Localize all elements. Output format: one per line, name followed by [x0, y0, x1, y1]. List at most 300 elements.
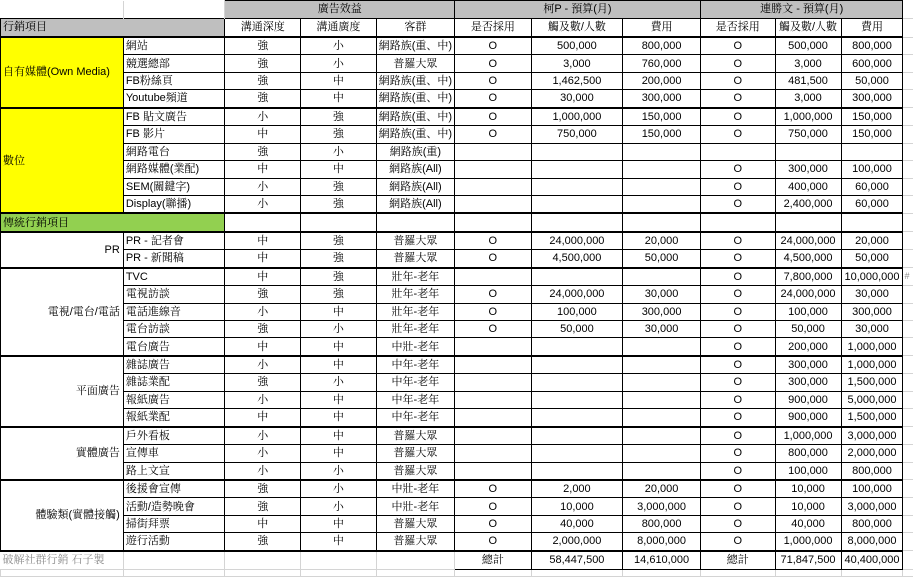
section-label[interactable]: 傳統行銷項目: [1, 213, 225, 231]
lien-cost-cell[interactable]: 800,000: [841, 37, 903, 55]
lien-reach-cell[interactable]: 500,000: [775, 37, 841, 55]
depth-cell[interactable]: 強: [225, 374, 301, 391]
lien-reach-cell[interactable]: 300,000: [775, 161, 841, 178]
ko-reach-cell[interactable]: 3,000: [531, 55, 623, 72]
lien-cost-cell[interactable]: 1,000,000: [841, 338, 903, 356]
lien-cost-cell[interactable]: 300,000: [841, 90, 903, 108]
ko-cost-cell[interactable]: [623, 374, 701, 391]
lien-reach-cell[interactable]: 3,000: [775, 90, 841, 108]
ko-cost-cell[interactable]: 760,000: [623, 55, 701, 72]
audience-cell[interactable]: 中年-老年: [376, 356, 454, 374]
depth-cell[interactable]: 中: [225, 409, 301, 427]
lien-reach-cell[interactable]: 10,000: [775, 480, 841, 498]
lien-adopt-cell[interactable]: O: [700, 515, 775, 532]
audience-cell[interactable]: 網路族(重、中): [376, 37, 454, 55]
item-cell[interactable]: 雜誌廣告: [123, 356, 225, 374]
ko-adopt-cell[interactable]: O: [455, 286, 532, 303]
ko-reach-cell[interactable]: [531, 462, 623, 480]
breadth-cell[interactable]: 中: [301, 72, 377, 89]
audience-cell[interactable]: 普羅大眾: [376, 232, 454, 250]
item-cell[interactable]: 電台廣告: [123, 338, 225, 356]
depth-cell[interactable]: 強: [225, 498, 301, 515]
ko-cost-cell[interactable]: 800,000: [623, 515, 701, 532]
lien-cost-cell[interactable]: 8,000,000: [841, 533, 903, 551]
empty-cell[interactable]: [376, 213, 454, 231]
ko-cost-cell[interactable]: [623, 143, 701, 160]
lien-cost-cell[interactable]: 600,000: [841, 55, 903, 72]
lien-reach-cell[interactable]: 1,000,000: [775, 533, 841, 551]
ko-cost-cell[interactable]: 3,000,000: [623, 498, 701, 515]
ko-cost-cell[interactable]: 200,000: [623, 72, 701, 89]
lien-total-cost[interactable]: 40,400,000: [841, 551, 903, 570]
ko-cost-cell[interactable]: [623, 178, 701, 195]
lien-cost-cell[interactable]: 800,000: [841, 515, 903, 532]
ko-cost-cell[interactable]: 20,000: [623, 480, 701, 498]
item-cell[interactable]: 網站: [123, 37, 225, 55]
empty-cell[interactable]: [225, 551, 301, 570]
item-cell[interactable]: 路上文宣: [123, 462, 225, 480]
depth-cell[interactable]: 小: [225, 178, 301, 195]
ko-adopt-cell[interactable]: [455, 143, 532, 160]
ko-budget-header[interactable]: 柯P - 預算(月): [455, 1, 701, 19]
ko-reach-cell[interactable]: 50,000: [531, 321, 623, 338]
ko-adopt-cell[interactable]: [455, 338, 532, 356]
breadth-cell[interactable]: 小: [301, 462, 377, 480]
audience-cell[interactable]: 壯年-老年: [376, 286, 454, 303]
depth-cell[interactable]: 強: [225, 480, 301, 498]
audience-cell[interactable]: 中年-老年: [376, 374, 454, 391]
lien-adopt-cell[interactable]: O: [700, 161, 775, 178]
empty-cell[interactable]: [775, 213, 841, 231]
section-label[interactable]: 數位: [1, 108, 124, 214]
item-cell[interactable]: 後援會宣傳: [123, 480, 225, 498]
lien-reach-cell[interactable]: 400,000: [775, 178, 841, 195]
empty-cell[interactable]: [623, 213, 701, 231]
ko-cost-cell[interactable]: [623, 356, 701, 374]
depth-cell[interactable]: 強: [225, 533, 301, 551]
ko-total-cost[interactable]: 14,610,000: [623, 551, 701, 570]
ko-reach-cell[interactable]: [531, 143, 623, 160]
depth-cell[interactable]: 強: [225, 55, 301, 72]
breadth-cell[interactable]: 中: [301, 161, 377, 178]
depth-cell[interactable]: 小: [225, 427, 301, 445]
lien-cost-cell[interactable]: 3,000,000: [841, 498, 903, 515]
lien-adopt-cell[interactable]: O: [700, 391, 775, 408]
empty-cell[interactable]: [531, 569, 623, 576]
item-cell[interactable]: 報紙業配: [123, 409, 225, 427]
lien-budget-header[interactable]: 連勝文 - 預算(月): [700, 1, 903, 19]
ko-reach-cell[interactable]: [531, 427, 623, 445]
item-cell[interactable]: 戶外看板: [123, 427, 225, 445]
ko-adopt-cell[interactable]: O: [455, 498, 532, 515]
breadth-cell[interactable]: 中: [301, 90, 377, 108]
ko-reach-cell[interactable]: 30,000: [531, 90, 623, 108]
depth-cell[interactable]: 強: [225, 143, 301, 160]
empty-cell[interactable]: [123, 569, 225, 576]
ko-cost-cell[interactable]: 150,000: [623, 126, 701, 143]
lien-reach-cell[interactable]: 300,000: [775, 374, 841, 391]
ko-adopt-cell[interactable]: [455, 462, 532, 480]
ko-cost-cell[interactable]: 150,000: [623, 108, 701, 126]
audience-cell[interactable]: 網路族(All): [376, 195, 454, 213]
empty-cell[interactable]: [301, 213, 377, 231]
ko-reach-cell[interactable]: [531, 268, 623, 286]
lien-total-label[interactable]: 總計: [700, 551, 775, 570]
section-label[interactable]: 實體廣告: [1, 427, 124, 480]
ko-reach-cell[interactable]: [531, 161, 623, 178]
lien-reach-cell[interactable]: 24,000,000: [775, 286, 841, 303]
section-label[interactable]: 電視/電台/電話: [1, 268, 124, 356]
lien-reach-cell[interactable]: 900,000: [775, 391, 841, 408]
breadth-cell[interactable]: 中: [301, 391, 377, 408]
ko-reach-cell[interactable]: [531, 178, 623, 195]
empty-cell[interactable]: [775, 569, 841, 576]
ko-adopt-cell[interactable]: [455, 195, 532, 213]
ko-adopt-cell[interactable]: O: [455, 480, 532, 498]
lien-reach-cell[interactable]: 100,000: [775, 462, 841, 480]
audience-header[interactable]: 客群: [376, 19, 454, 38]
audience-cell[interactable]: 網路族(重): [376, 143, 454, 160]
lien-reach-cell[interactable]: 300,000: [775, 356, 841, 374]
empty-cell[interactable]: [841, 569, 903, 576]
audience-cell[interactable]: 中壯-老年: [376, 480, 454, 498]
item-cell[interactable]: 活動/造勢晚會: [123, 498, 225, 515]
lien-adopt-cell[interactable]: O: [700, 409, 775, 427]
ko-cost-cell[interactable]: [623, 445, 701, 462]
empty-cell[interactable]: [376, 569, 454, 576]
breadth-cell[interactable]: 小: [301, 374, 377, 391]
empty-cell[interactable]: [225, 213, 301, 231]
lien-adopt-cell[interactable]: O: [700, 108, 775, 126]
breadth-cell[interactable]: 強: [301, 250, 377, 268]
lien-cost-cell[interactable]: 5,000,000: [841, 391, 903, 408]
lien-reach-cell[interactable]: 100,000: [775, 303, 841, 320]
depth-cell[interactable]: 強: [225, 286, 301, 303]
breadth-cell[interactable]: 強: [301, 286, 377, 303]
audience-cell[interactable]: 壯年-老年: [376, 268, 454, 286]
lien-reach-cell[interactable]: 40,000: [775, 515, 841, 532]
lien-reach-cell[interactable]: 481,500: [775, 72, 841, 89]
audience-cell[interactable]: 中壯-老年: [376, 338, 454, 356]
lien-reach-cell[interactable]: 3,000: [775, 55, 841, 72]
lien-adopt-cell[interactable]: [700, 143, 775, 160]
breadth-cell[interactable]: 小: [301, 55, 377, 72]
lien-adopt-cell[interactable]: O: [700, 268, 775, 286]
ko-total-label[interactable]: 總計: [455, 551, 532, 570]
item-cell[interactable]: 電視訪談: [123, 286, 225, 303]
depth-header[interactable]: 溝通深度: [225, 19, 301, 38]
ko-cost-cell[interactable]: [623, 338, 701, 356]
lien-total-reach[interactable]: 71,847,500: [775, 551, 841, 570]
ko-adopt-header[interactable]: 是否採用: [455, 19, 532, 38]
breadth-cell[interactable]: 中: [301, 533, 377, 551]
empty-cell[interactable]: [455, 213, 532, 231]
breadth-cell[interactable]: 小: [301, 498, 377, 515]
item-cell[interactable]: 競選總部: [123, 55, 225, 72]
ad-benefit-header[interactable]: 廣告效益: [225, 1, 455, 19]
audience-cell[interactable]: 網路族(重、中): [376, 108, 454, 126]
section-label[interactable]: 平面廣告: [1, 356, 124, 427]
item-cell[interactable]: PR - 新聞稿: [123, 250, 225, 268]
breadth-cell[interactable]: 中: [301, 409, 377, 427]
audience-cell[interactable]: 中年-老年: [376, 409, 454, 427]
empty-cell[interactable]: [700, 569, 775, 576]
depth-cell[interactable]: 中: [225, 126, 301, 143]
lien-cost-cell[interactable]: 100,000: [841, 161, 903, 178]
item-cell[interactable]: 電台訪談: [123, 321, 225, 338]
lien-adopt-cell[interactable]: O: [700, 480, 775, 498]
ko-adopt-cell[interactable]: [455, 178, 532, 195]
ko-adopt-cell[interactable]: [455, 268, 532, 286]
audience-cell[interactable]: 網路族(重、中): [376, 126, 454, 143]
item-cell[interactable]: 宣傳車: [123, 445, 225, 462]
lien-reach-cell[interactable]: 200,000: [775, 338, 841, 356]
lien-cost-cell[interactable]: 30,000: [841, 286, 903, 303]
lien-adopt-cell[interactable]: O: [700, 427, 775, 445]
corner-blank-a[interactable]: [1, 1, 124, 19]
lien-cost-cell[interactable]: 50,000: [841, 72, 903, 89]
audience-cell[interactable]: 普羅大眾: [376, 462, 454, 480]
lien-adopt-cell[interactable]: O: [700, 445, 775, 462]
lien-adopt-cell[interactable]: O: [700, 250, 775, 268]
audience-cell[interactable]: 網路族(重、中): [376, 90, 454, 108]
ko-adopt-cell[interactable]: [455, 161, 532, 178]
lien-cost-cell[interactable]: 150,000: [841, 108, 903, 126]
item-cell[interactable]: 網路媒體(業配): [123, 161, 225, 178]
lien-adopt-cell[interactable]: O: [700, 126, 775, 143]
breadth-cell[interactable]: 中: [301, 338, 377, 356]
empty-cell[interactable]: [531, 213, 623, 231]
ko-cost-cell[interactable]: [623, 161, 701, 178]
breadth-cell[interactable]: 強: [301, 195, 377, 213]
ko-reach-cell[interactable]: 1,000,000: [531, 108, 623, 126]
depth-cell[interactable]: 強: [225, 37, 301, 55]
lien-adopt-cell[interactable]: O: [700, 374, 775, 391]
ko-cost-header[interactable]: 費用: [623, 19, 701, 38]
breadth-cell[interactable]: 中: [301, 356, 377, 374]
lien-adopt-cell[interactable]: O: [700, 72, 775, 89]
lien-reach-cell[interactable]: 7,800,000: [775, 268, 841, 286]
depth-cell[interactable]: 中: [225, 250, 301, 268]
item-cell[interactable]: Youtube頻道: [123, 90, 225, 108]
ko-cost-cell[interactable]: 8,000,000: [623, 533, 701, 551]
audience-cell[interactable]: 普羅大眾: [376, 427, 454, 445]
depth-cell[interactable]: 中: [225, 161, 301, 178]
ko-reach-cell[interactable]: 100,000: [531, 303, 623, 320]
lien-reach-cell[interactable]: 1,000,000: [775, 108, 841, 126]
ko-adopt-cell[interactable]: O: [455, 55, 532, 72]
lien-cost-cell[interactable]: 60,000: [841, 195, 903, 213]
lien-adopt-cell[interactable]: O: [700, 533, 775, 551]
ko-adopt-cell[interactable]: O: [455, 533, 532, 551]
ko-adopt-cell[interactable]: O: [455, 37, 532, 55]
lien-cost-cell[interactable]: 20,000: [841, 232, 903, 250]
ko-adopt-cell[interactable]: O: [455, 321, 532, 338]
lien-adopt-cell[interactable]: O: [700, 195, 775, 213]
lien-adopt-header[interactable]: 是否採用: [700, 19, 775, 38]
audience-cell[interactable]: 壯年-老年: [376, 303, 454, 320]
item-cell[interactable]: FB 影片: [123, 126, 225, 143]
lien-cost-cell[interactable]: 2,000,000: [841, 445, 903, 462]
audience-cell[interactable]: 普羅大眾: [376, 250, 454, 268]
footer-note[interactable]: 破解社群行銷 石子製: [1, 551, 124, 570]
lien-reach-cell[interactable]: 24,000,000: [775, 232, 841, 250]
ko-reach-cell[interactable]: [531, 356, 623, 374]
ko-reach-cell[interactable]: [531, 409, 623, 427]
depth-cell[interactable]: 中: [225, 268, 301, 286]
ko-cost-cell[interactable]: 20,000: [623, 232, 701, 250]
breadth-cell[interactable]: 中: [301, 515, 377, 532]
lien-reach-cell[interactable]: 900,000: [775, 409, 841, 427]
ko-reach-cell[interactable]: [531, 195, 623, 213]
lien-adopt-cell[interactable]: O: [700, 55, 775, 72]
empty-cell[interactable]: [376, 551, 454, 570]
lien-cost-cell[interactable]: 1,500,000: [841, 409, 903, 427]
depth-cell[interactable]: 小: [225, 445, 301, 462]
item-cell[interactable]: 報紙廣告: [123, 391, 225, 408]
ko-cost-cell[interactable]: 30,000: [623, 321, 701, 338]
breadth-cell[interactable]: 強: [301, 232, 377, 250]
ko-reach-cell[interactable]: [531, 374, 623, 391]
item-cell[interactable]: SEM(關鍵字): [123, 178, 225, 195]
ko-cost-cell[interactable]: 300,000: [623, 303, 701, 320]
lien-adopt-cell[interactable]: O: [700, 286, 775, 303]
ko-reach-cell[interactable]: [531, 338, 623, 356]
ko-adopt-cell[interactable]: O: [455, 90, 532, 108]
lien-cost-cell[interactable]: 150,000: [841, 126, 903, 143]
ko-adopt-cell[interactable]: O: [455, 515, 532, 532]
ko-adopt-cell[interactable]: O: [455, 303, 532, 320]
lien-adopt-cell[interactable]: O: [700, 498, 775, 515]
depth-cell[interactable]: 小: [225, 462, 301, 480]
ko-reach-cell[interactable]: 24,000,000: [531, 232, 623, 250]
breadth-cell[interactable]: 小: [301, 37, 377, 55]
lien-reach-header[interactable]: 觸及數/人數: [775, 19, 841, 38]
lien-cost-cell[interactable]: 3,000,000: [841, 427, 903, 445]
depth-cell[interactable]: 小: [225, 195, 301, 213]
lien-cost-cell[interactable]: 1,500,000: [841, 374, 903, 391]
ko-cost-cell[interactable]: [623, 462, 701, 480]
lien-adopt-cell[interactable]: O: [700, 303, 775, 320]
item-cell[interactable]: 雜誌業配: [123, 374, 225, 391]
empty-cell[interactable]: [455, 569, 532, 576]
ko-cost-cell[interactable]: [623, 391, 701, 408]
lien-adopt-cell[interactable]: O: [700, 338, 775, 356]
depth-cell[interactable]: 小: [225, 108, 301, 126]
breadth-cell[interactable]: 小: [301, 321, 377, 338]
lien-adopt-cell[interactable]: O: [700, 37, 775, 55]
lien-adopt-cell[interactable]: O: [700, 90, 775, 108]
corner-blank-b[interactable]: [123, 1, 225, 19]
audience-cell[interactable]: 壯年-老年: [376, 321, 454, 338]
audience-cell[interactable]: 中年-老年: [376, 391, 454, 408]
section-label[interactable]: PR: [1, 232, 124, 268]
breadth-cell[interactable]: 中: [301, 445, 377, 462]
ko-adopt-cell[interactable]: O: [455, 250, 532, 268]
item-cell[interactable]: FB粉絲頁: [123, 72, 225, 89]
lien-cost-cell[interactable]: 30,000: [841, 321, 903, 338]
lien-reach-cell[interactable]: 10,000: [775, 498, 841, 515]
lien-reach-cell[interactable]: 750,000: [775, 126, 841, 143]
empty-cell[interactable]: [225, 569, 301, 576]
depth-cell[interactable]: 強: [225, 321, 301, 338]
ko-cost-cell[interactable]: 300,000: [623, 90, 701, 108]
depth-cell[interactable]: 中: [225, 232, 301, 250]
ko-reach-cell[interactable]: 10,000: [531, 498, 623, 515]
ko-cost-cell[interactable]: 800,000: [623, 37, 701, 55]
lien-cost-cell[interactable]: 50,000: [841, 250, 903, 268]
depth-cell[interactable]: 小: [225, 356, 301, 374]
lien-adopt-cell[interactable]: O: [700, 356, 775, 374]
empty-cell[interactable]: [1, 569, 124, 576]
section-label[interactable]: 自有媒體(Own Media): [1, 37, 124, 108]
depth-cell[interactable]: 小: [225, 391, 301, 408]
lien-cost-cell[interactable]: 1,000,000: [841, 356, 903, 374]
item-cell[interactable]: PR - 記者會: [123, 232, 225, 250]
lien-cost-cell[interactable]: 800,000: [841, 462, 903, 480]
ko-adopt-cell[interactable]: [455, 391, 532, 408]
lien-cost-cell[interactable]: 300,000: [841, 303, 903, 320]
item-cell[interactable]: TVC: [123, 268, 225, 286]
audience-cell[interactable]: 網路族(重、中): [376, 72, 454, 89]
item-cell[interactable]: 遊行活動: [123, 533, 225, 551]
breadth-cell[interactable]: 中: [301, 303, 377, 320]
marketing-items-header[interactable]: 行銷項目: [1, 19, 225, 38]
audience-cell[interactable]: 網路族(All): [376, 178, 454, 195]
ko-adopt-cell[interactable]: [455, 427, 532, 445]
item-cell[interactable]: 電話進線音: [123, 303, 225, 320]
breadth-cell[interactable]: 強: [301, 268, 377, 286]
audience-cell[interactable]: 普羅大眾: [376, 533, 454, 551]
depth-cell[interactable]: 中: [225, 338, 301, 356]
ko-reach-cell[interactable]: 4,500,000: [531, 250, 623, 268]
depth-cell[interactable]: 強: [225, 72, 301, 89]
lien-reach-cell[interactable]: 1,000,000: [775, 427, 841, 445]
lien-reach-cell[interactable]: 50,000: [775, 321, 841, 338]
item-cell[interactable]: 掃街拜票: [123, 515, 225, 532]
breadth-header[interactable]: 溝通廣度: [301, 19, 377, 38]
ko-adopt-cell[interactable]: O: [455, 126, 532, 143]
ko-reach-cell[interactable]: 2,000,000: [531, 533, 623, 551]
lien-reach-cell[interactable]: 2,400,000: [775, 195, 841, 213]
ko-reach-cell[interactable]: 500,000: [531, 37, 623, 55]
item-cell[interactable]: Display(聯播): [123, 195, 225, 213]
lien-cost-cell[interactable]: 60,000: [841, 178, 903, 195]
breadth-cell[interactable]: 小: [301, 480, 377, 498]
breadth-cell[interactable]: 強: [301, 108, 377, 126]
empty-cell[interactable]: [123, 551, 225, 570]
ko-adopt-cell[interactable]: O: [455, 108, 532, 126]
section-label[interactable]: 體驗類(實體接觸): [1, 480, 124, 551]
breadth-cell[interactable]: 強: [301, 126, 377, 143]
audience-cell[interactable]: 網路族(All): [376, 161, 454, 178]
ko-adopt-cell[interactable]: [455, 374, 532, 391]
lien-reach-cell[interactable]: 800,000: [775, 445, 841, 462]
ko-cost-cell[interactable]: [623, 195, 701, 213]
ko-reach-cell[interactable]: [531, 445, 623, 462]
item-cell[interactable]: FB 貼文廣告: [123, 108, 225, 126]
item-cell[interactable]: 網路電台: [123, 143, 225, 160]
audience-cell[interactable]: 中壯-老年: [376, 498, 454, 515]
ko-reach-cell[interactable]: 24,000,000: [531, 286, 623, 303]
lien-adopt-cell[interactable]: O: [700, 232, 775, 250]
ko-reach-cell[interactable]: 1,462,500: [531, 72, 623, 89]
depth-cell[interactable]: 小: [225, 303, 301, 320]
lien-cost-cell[interactable]: 100,000: [841, 480, 903, 498]
ko-adopt-cell[interactable]: O: [455, 232, 532, 250]
ko-adopt-cell[interactable]: [455, 356, 532, 374]
empty-cell[interactable]: [623, 569, 701, 576]
